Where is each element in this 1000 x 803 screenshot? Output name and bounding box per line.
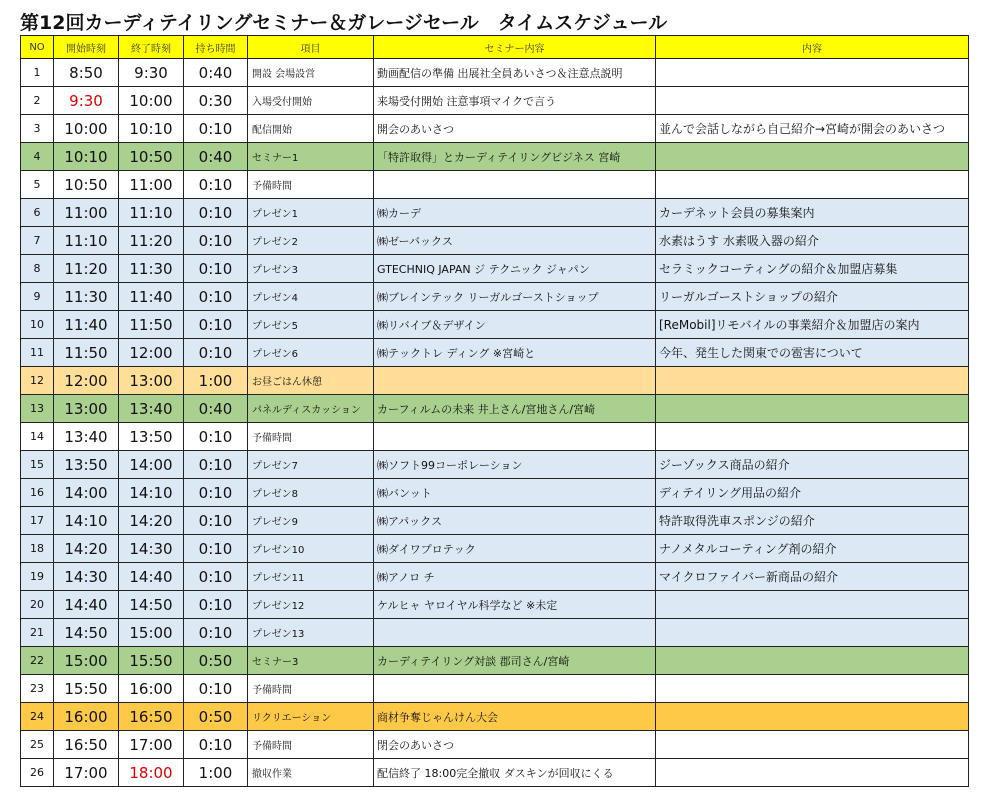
cell-seminar[interactable]: ㈱バンット — [374, 479, 656, 507]
cell-start-time[interactable]: 13:50 — [54, 451, 119, 479]
cell-duration[interactable]: 0:10 — [184, 283, 248, 311]
cell-start-time[interactable]: 10:50 — [54, 171, 119, 199]
cell-no[interactable]: 2 — [21, 87, 54, 115]
cell-end-time[interactable]: 10:10 — [119, 115, 184, 143]
cell-item[interactable]: 入場受付開始 — [248, 87, 374, 115]
cell-start-time[interactable]: 14:50 — [54, 619, 119, 647]
cell-seminar[interactable] — [374, 171, 656, 199]
cell-item[interactable]: セミナー3 — [248, 647, 374, 675]
cell-content[interactable]: 特許取得洗車スポンジの紹介 — [656, 507, 969, 535]
table-row — [21, 675, 969, 703]
cell-seminar[interactable]: 開会のあいさつ — [374, 115, 656, 143]
cell-seminar[interactable]: 商材争奪じゃんけん大会 — [374, 703, 656, 731]
cell-seminar[interactable]: ㈱ダイワプロテック — [374, 535, 656, 563]
table-row — [21, 647, 969, 675]
table-row — [21, 171, 969, 199]
cell-duration[interactable]: 0:10 — [184, 507, 248, 535]
cell-duration[interactable]: 0:40 — [184, 143, 248, 171]
cell-duration[interactable]: 0:10 — [184, 339, 248, 367]
header-seminar[interactable]: セミナー内容 — [374, 36, 656, 59]
cell-item[interactable]: プレゼン11 — [248, 563, 374, 591]
cell-end-time[interactable]: 11:20 — [119, 227, 184, 255]
table-row — [21, 479, 969, 507]
cell-duration[interactable]: 0:10 — [184, 451, 248, 479]
cell-content[interactable]: ディテイリング用品の紹介 — [656, 479, 969, 507]
cell-duration[interactable]: 1:00 — [184, 759, 248, 787]
cell-seminar[interactable]: ㈱アパックス — [374, 507, 656, 535]
cell-duration[interactable]: 0:40 — [184, 59, 248, 87]
cell-content[interactable]: 今年、発生した関東での雹害について — [656, 339, 969, 367]
cell-content[interactable]: ジーゾックス商品の紹介 — [656, 451, 969, 479]
cell-item[interactable]: 開設 会場設営 — [248, 59, 374, 87]
cell-item[interactable]: プレゼン9 — [248, 507, 374, 535]
cell-seminar[interactable] — [374, 619, 656, 647]
cell-no[interactable]: 21 — [21, 619, 54, 647]
cell-item[interactable]: 予備時間 — [248, 731, 374, 759]
cell-seminar[interactable] — [374, 675, 656, 703]
cell-item[interactable]: プレゼン6 — [248, 339, 374, 367]
cell-end-time[interactable]: 16:00 — [119, 675, 184, 703]
cell-duration[interactable]: 0:10 — [184, 591, 248, 619]
cell-content[interactable] — [656, 647, 969, 675]
table-row — [21, 395, 969, 423]
cell-end-time[interactable]: 14:20 — [119, 507, 184, 535]
cell-seminar[interactable]: ㈱ブレインテック リーガルゴーストショップ — [374, 283, 656, 311]
cell-no[interactable]: 13 — [21, 395, 54, 423]
cell-no[interactable]: 4 — [21, 143, 54, 171]
schedule-table — [20, 35, 969, 787]
cell-item[interactable]: プレゼン2 — [248, 227, 374, 255]
header-row — [21, 36, 969, 59]
cell-content[interactable] — [656, 619, 969, 647]
table-row — [21, 731, 969, 759]
cell-duration[interactable]: 0:10 — [184, 171, 248, 199]
cell-seminar[interactable]: 配信終了 18:00完全撤収 ダスキンが回収にくる — [374, 759, 656, 787]
cell-content[interactable]: 並んで会話しながら自己紹介→宮崎が開会のあいさつ — [656, 115, 969, 143]
table-row — [21, 115, 969, 143]
cell-content[interactable] — [656, 423, 969, 451]
table-row — [21, 339, 969, 367]
cell-content[interactable]: [ReMobil]リモバイルの事業紹介＆加盟店の案内 — [656, 311, 969, 339]
cell-no[interactable]: 22 — [21, 647, 54, 675]
cell-duration[interactable]: 0:10 — [184, 311, 248, 339]
cell-no[interactable]: 16 — [21, 479, 54, 507]
cell-start-time[interactable]: 15:00 — [54, 647, 119, 675]
cell-seminar[interactable]: GTECHNIQ JAPAN ジ テクニック ジャパン — [374, 255, 656, 283]
cell-seminar[interactable]: カーディテイリング対談 郡司さん/宮崎 — [374, 647, 656, 675]
cell-no[interactable]: 1 — [21, 59, 54, 87]
cell-no[interactable]: 15 — [21, 451, 54, 479]
cell-start-time[interactable]: 11:40 — [54, 311, 119, 339]
cell-end-time[interactable]: 11:50 — [119, 311, 184, 339]
cell-seminar[interactable] — [374, 367, 656, 395]
cell-no[interactable]: 7 — [21, 227, 54, 255]
cell-end-time[interactable]: 17:00 — [119, 731, 184, 759]
cell-item[interactable]: プレゼン7 — [248, 451, 374, 479]
cell-end-time[interactable]: 15:00 — [119, 619, 184, 647]
cell-start-time[interactable]: 11:50 — [54, 339, 119, 367]
cell-end-time[interactable]: 10:50 — [119, 143, 184, 171]
cell-start-time[interactable]: 14:20 — [54, 535, 119, 563]
table-row — [21, 227, 969, 255]
cell-no[interactable]: 3 — [21, 115, 54, 143]
cell-end-time[interactable]: 14:00 — [119, 451, 184, 479]
cell-item[interactable]: プレゼン4 — [248, 283, 374, 311]
cell-start-time[interactable]: 11:30 — [54, 283, 119, 311]
cell-end-time[interactable]: 13:00 — [119, 367, 184, 395]
cell-item[interactable]: リクリエーション — [248, 703, 374, 731]
cell-content[interactable]: セラミックコーティングの紹介＆加盟店募集 — [656, 255, 969, 283]
cell-seminar[interactable]: ケルヒャ ヤロイヤル科学など ※未定 — [374, 591, 656, 619]
table-row — [21, 311, 969, 339]
cell-start-time[interactable]: 17:00 — [54, 759, 119, 787]
table-row — [21, 59, 969, 87]
cell-item[interactable]: プレゼン1 — [248, 199, 374, 227]
cell-start-time[interactable]: 8:50 — [54, 59, 119, 87]
cell-no[interactable]: 18 — [21, 535, 54, 563]
header-end-time[interactable]: 終了時刻 — [119, 36, 184, 59]
cell-end-time[interactable]: 9:30 — [119, 59, 184, 87]
cell-start-time[interactable]: 14:30 — [54, 563, 119, 591]
table-row — [21, 703, 969, 731]
header-no[interactable]: NO — [21, 36, 54, 59]
cell-item[interactable]: 予備時間 — [248, 675, 374, 703]
cell-no[interactable]: 19 — [21, 563, 54, 591]
cell-duration[interactable]: 1:00 — [184, 367, 248, 395]
cell-start-time[interactable]: 10:00 — [54, 115, 119, 143]
cell-item[interactable]: プレゼン12 — [248, 591, 374, 619]
cell-end-time[interactable]: 15:50 — [119, 647, 184, 675]
cell-duration[interactable]: 0:10 — [184, 563, 248, 591]
cell-end-time[interactable]: 13:40 — [119, 395, 184, 423]
cell-item[interactable]: パネルディスカッション — [248, 395, 374, 423]
cell-item[interactable]: プレゼン8 — [248, 479, 374, 507]
cell-end-time[interactable]: 16:50 — [119, 703, 184, 731]
cell-item[interactable]: 予備時間 — [248, 423, 374, 451]
cell-end-time[interactable]: 11:00 — [119, 171, 184, 199]
cell-no[interactable]: 9 — [21, 283, 54, 311]
cell-seminar[interactable]: ㈱カーデ — [374, 199, 656, 227]
cell-no[interactable]: 14 — [21, 423, 54, 451]
page-title: 第12回カーディテイリングセミナー＆ガレージセール タイムスケジュール — [20, 12, 668, 34]
cell-end-time[interactable]: 13:50 — [119, 423, 184, 451]
cell-end-time[interactable]: 14:50 — [119, 591, 184, 619]
table-row — [21, 423, 969, 451]
cell-duration[interactable]: 0:10 — [184, 199, 248, 227]
cell-item[interactable]: プレゼン3 — [248, 255, 374, 283]
cell-content[interactable]: マイクロファイバー新商品の紹介 — [656, 563, 969, 591]
cell-item[interactable]: 撤収作業 — [248, 759, 374, 787]
cell-no[interactable]: 10 — [21, 311, 54, 339]
table-row — [21, 591, 969, 619]
cell-seminar[interactable]: 閉会のあいさつ — [374, 731, 656, 759]
cell-seminar[interactable]: ㈱テックトレ ディング ※宮崎と — [374, 339, 656, 367]
cell-item[interactable]: プレゼン5 — [248, 311, 374, 339]
cell-no[interactable]: 25 — [21, 731, 54, 759]
cell-start-time[interactable]: 13:00 — [54, 395, 119, 423]
cell-seminar[interactable] — [374, 423, 656, 451]
cell-start-time[interactable]: 15:50 — [54, 675, 119, 703]
table-row — [21, 759, 969, 787]
table-row — [21, 619, 969, 647]
cell-duration[interactable]: 0:10 — [184, 115, 248, 143]
cell-content[interactable]: ナノメタルコーティング剤の紹介 — [656, 535, 969, 563]
cell-seminar[interactable]: ㈱アノロ チ — [374, 563, 656, 591]
cell-item[interactable]: 予備時間 — [248, 171, 374, 199]
cell-seminar[interactable]: カーフィルムの未来 井上さん/宮地さん/宮崎 — [374, 395, 656, 423]
cell-item[interactable]: プレゼン13 — [248, 619, 374, 647]
cell-item[interactable]: お昼ごはん休憩 — [248, 367, 374, 395]
cell-end-time[interactable]: 11:10 — [119, 199, 184, 227]
cell-no[interactable]: 24 — [21, 703, 54, 731]
table-row — [21, 451, 969, 479]
cell-end-time[interactable]: 14:10 — [119, 479, 184, 507]
cell-item[interactable]: セミナー1 — [248, 143, 374, 171]
cell-content[interactable] — [656, 731, 969, 759]
cell-content[interactable]: カーデネット会員の募集案内 — [656, 199, 969, 227]
cell-duration[interactable]: 0:10 — [184, 423, 248, 451]
cell-start-time[interactable]: 14:00 — [54, 479, 119, 507]
cell-start-time[interactable]: 14:40 — [54, 591, 119, 619]
cell-no[interactable]: 26 — [21, 759, 54, 787]
cell-no[interactable]: 20 — [21, 591, 54, 619]
cell-content[interactable] — [656, 59, 969, 87]
cell-no[interactable]: 5 — [21, 171, 54, 199]
cell-no[interactable]: 17 — [21, 507, 54, 535]
cell-start-time[interactable]: 14:10 — [54, 507, 119, 535]
cell-content[interactable]: 水素はうす 水素吸入器の紹介 — [656, 227, 969, 255]
cell-content[interactable] — [656, 87, 969, 115]
cell-start-time[interactable]: 11:00 — [54, 199, 119, 227]
table-row — [21, 199, 969, 227]
cell-seminar[interactable]: 動画配信の準備 出展社全員あいさつ＆注意点説明 — [374, 59, 656, 87]
cell-duration[interactable]: 0:10 — [184, 535, 248, 563]
header-start-time[interactable]: 開始時刻 — [54, 36, 119, 59]
cell-no[interactable]: 11 — [21, 339, 54, 367]
cell-content[interactable] — [656, 171, 969, 199]
cell-duration[interactable]: 0:10 — [184, 731, 248, 759]
cell-no[interactable]: 12 — [21, 367, 54, 395]
cell-duration[interactable]: 0:10 — [184, 619, 248, 647]
cell-start-time[interactable]: 16:50 — [54, 731, 119, 759]
cell-start-time[interactable]: 9:30 — [54, 87, 119, 115]
cell-start-time[interactable]: 11:20 — [54, 255, 119, 283]
cell-duration[interactable]: 0:10 — [184, 479, 248, 507]
cell-item[interactable]: プレゼン10 — [248, 535, 374, 563]
cell-duration[interactable]: 0:50 — [184, 647, 248, 675]
cell-end-time[interactable]: 12:00 — [119, 339, 184, 367]
cell-no[interactable]: 23 — [21, 675, 54, 703]
cell-content[interactable] — [656, 703, 969, 731]
header-content[interactable]: 内容 — [656, 36, 969, 59]
cell-content[interactable] — [656, 591, 969, 619]
cell-content[interactable] — [656, 395, 969, 423]
table-row — [21, 87, 969, 115]
table-row — [21, 367, 969, 395]
table-row — [21, 507, 969, 535]
header-item[interactable]: 項目 — [248, 36, 374, 59]
cell-duration[interactable]: 0:10 — [184, 227, 248, 255]
cell-no[interactable]: 6 — [21, 199, 54, 227]
cell-item[interactable]: 配信開始 — [248, 115, 374, 143]
cell-start-time[interactable]: 16:00 — [54, 703, 119, 731]
cell-duration[interactable]: 0:10 — [184, 255, 248, 283]
cell-content[interactable]: リーガルゴーストショップの紹介 — [656, 283, 969, 311]
cell-no[interactable]: 8 — [21, 255, 54, 283]
table-row — [21, 535, 969, 563]
cell-content[interactable] — [656, 367, 969, 395]
cell-end-time[interactable]: 14:40 — [119, 563, 184, 591]
cell-end-time[interactable]: 10:00 — [119, 87, 184, 115]
cell-duration[interactable]: 0:30 — [184, 87, 248, 115]
cell-seminar[interactable]: ㈱リバイブ＆デザイン — [374, 311, 656, 339]
cell-seminar[interactable]: ㈱ソフト99コーポレーション — [374, 451, 656, 479]
cell-start-time[interactable]: 13:40 — [54, 423, 119, 451]
cell-end-time[interactable]: 11:30 — [119, 255, 184, 283]
cell-start-time[interactable]: 12:00 — [54, 367, 119, 395]
cell-content[interactable] — [656, 675, 969, 703]
table-row — [21, 255, 969, 283]
table-row — [21, 563, 969, 591]
table-row — [21, 143, 969, 171]
cell-seminar[interactable]: 来場受付開始 注意事項マイクで言う — [374, 87, 656, 115]
cell-duration[interactable]: 0:50 — [184, 703, 248, 731]
header-duration[interactable]: 持ち時間 — [184, 36, 248, 59]
cell-seminar[interactable]: 「特許取得」とカーディテイリングビジネス 宮崎 — [374, 143, 656, 171]
cell-duration[interactable]: 0:10 — [184, 675, 248, 703]
cell-end-time[interactable]: 14:30 — [119, 535, 184, 563]
table-row — [21, 283, 969, 311]
cell-start-time[interactable]: 11:10 — [54, 227, 119, 255]
cell-end-time[interactable]: 11:40 — [119, 283, 184, 311]
cell-content[interactable] — [656, 143, 969, 171]
cell-start-time[interactable]: 10:10 — [54, 143, 119, 171]
cell-duration[interactable]: 0:40 — [184, 395, 248, 423]
cell-end-time[interactable]: 18:00 — [119, 759, 184, 787]
cell-seminar[interactable]: ㈱ゼーバックス — [374, 227, 656, 255]
cell-content[interactable] — [656, 759, 969, 787]
